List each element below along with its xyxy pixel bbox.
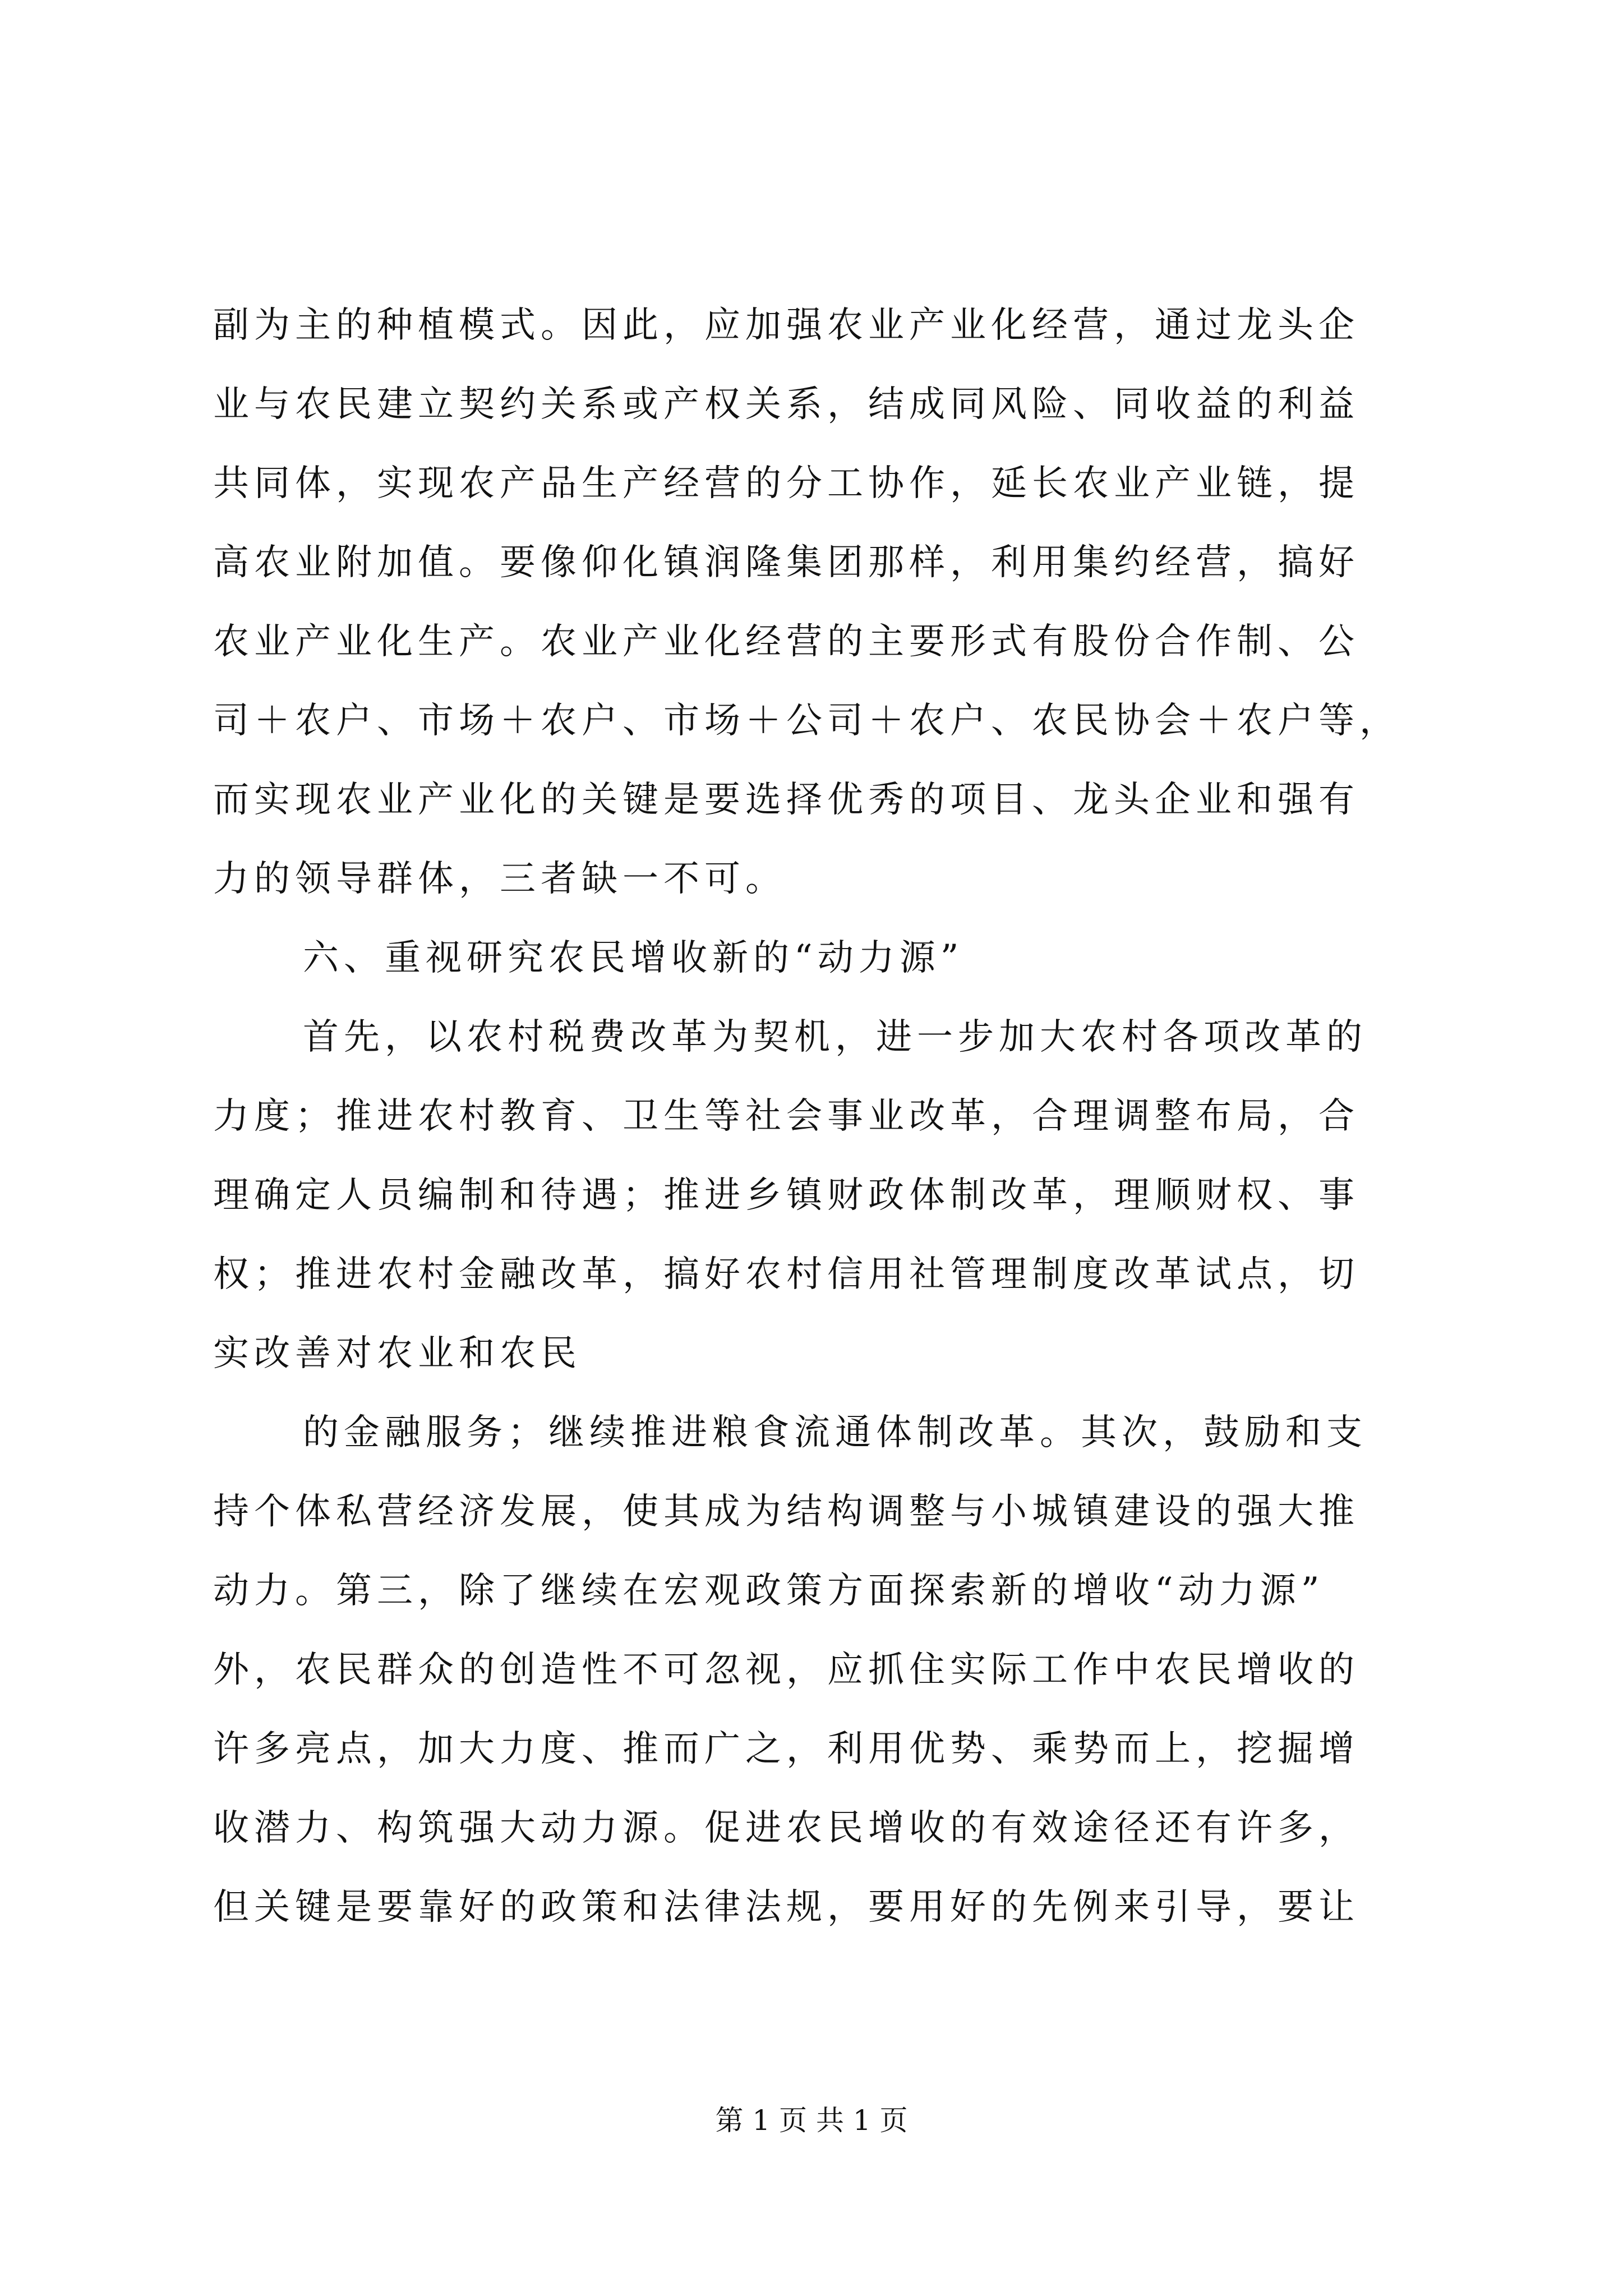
text-line: 实改善对农业和农民 bbox=[213, 1333, 582, 1374]
text-line: 许多亮点，加大力度、推而广之，利用优势、乘势而上，挖掘增 bbox=[213, 1728, 1359, 1770]
body-text bbox=[213, 286, 1419, 1947]
section-heading: 六、重视研究农民增收新的“动力源” bbox=[303, 937, 964, 979]
text-line: 持个体私营经济发展，使其成为结构调整与小城镇建设的强大推 bbox=[213, 1491, 1359, 1533]
text-line: 首先，以农村税费改革为契机，进一步加大农村各项改革的 bbox=[303, 1016, 1367, 1058]
text-line: 业与农民建立契约关系或产权关系，结成同风险、同收益的利益 bbox=[213, 384, 1359, 425]
text-line: 副为主的种植模式。因此，应加强农业产业化经营，通过龙头企 bbox=[213, 305, 1359, 346]
text-line: 共同体，实现农产品生产经营的分工协作，延长农业产业链，提 bbox=[213, 463, 1359, 504]
text-line: 的金融服务；继续推进粮食流通体制改革。其次，鼓励和支 bbox=[303, 1412, 1367, 1453]
text-line: 司＋农户、市场＋农户、市场＋公司＋农户、农民协会＋农户等， bbox=[213, 700, 1400, 742]
text-line: 动力。第三，除了继续在宏观政策方面探索新的增收“动力源” bbox=[213, 1570, 1325, 1612]
text-line: 权；推进农村金融改革，搞好农村信用社管理制度改革试点，切 bbox=[213, 1254, 1359, 1295]
text-line: 收潜力、构筑强大动力源。促进农民增收的有效途径还有许多， bbox=[213, 1807, 1359, 1849]
text-line: 农业产业化生产。农业产业化经营的主要形式有股份合作制、公 bbox=[213, 621, 1359, 662]
text-line: 力的领导群体，三者缺一不可。 bbox=[213, 858, 786, 900]
text-line: 而实现农业产业化的关键是要选择优秀的项目、龙头企业和强有 bbox=[213, 779, 1359, 821]
text-line: 但关键是要靠好的政策和法律法规，要用好的先例来引导，要让 bbox=[213, 1887, 1359, 1928]
text-line: 外，农民群众的创造性不可忽视，应抓住实际工作中农民增收的 bbox=[213, 1649, 1359, 1691]
page-number-footer: 第 1 页 共 1 页 bbox=[715, 2104, 908, 2137]
text-line: 理确定人员编制和待遇；推进乡镇财政体制改革，理顺财权、事 bbox=[213, 1175, 1359, 1216]
text-line: 高农业附加值。要像仰化镇润隆集团那样，利用集约经营，搞好 bbox=[213, 542, 1359, 583]
text-line: 力度；推进农村教育、卫生等社会事业改革，合理调整布局，合 bbox=[213, 1096, 1359, 1137]
